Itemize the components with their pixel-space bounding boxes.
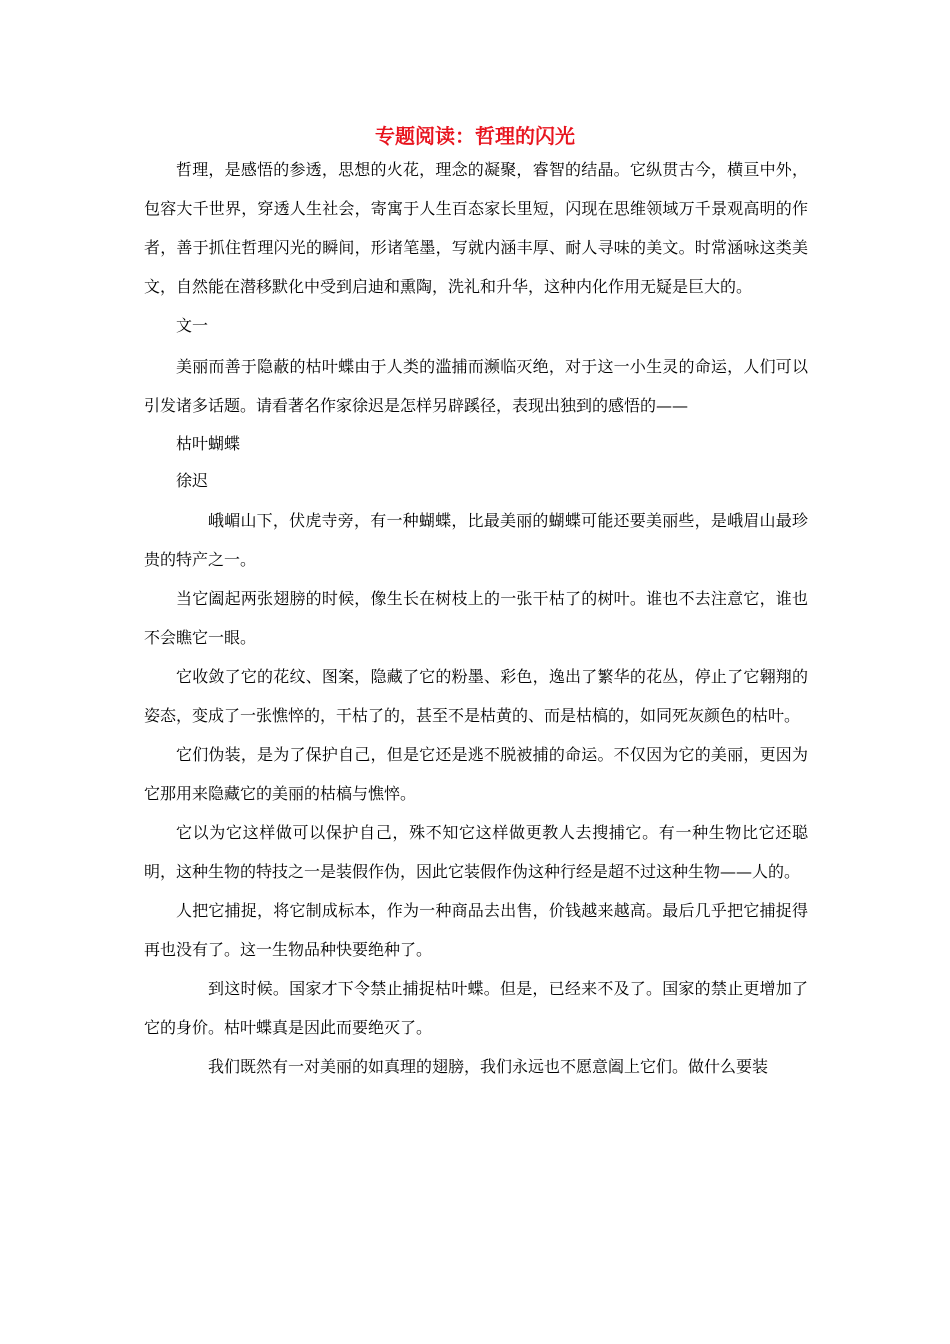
essay-paragraph: 人把它捕捉，将它制成标本，作为一种商品去出售，价钱越来越高。最后几乎把它捕捉得再也没有了。这一生物品种快要绝种了。 (144, 901, 808, 959)
essay-paragraph: 它们伪装，是为了保护自己，但是它还是逃不脱被捕的命运。不仅因为它的美丽，更因为它那用来隐藏它的美丽的枯槁与憔悴。 (144, 745, 808, 803)
essay-title: 枯叶蝴蝶 (176, 434, 241, 453)
essay-author: 徐迟 (176, 471, 209, 490)
essay-paragraph: 峨嵋山下，伏虎寺旁，有一种蝴蝶，比最美丽的蝴蝶可能还要美丽些，是峨眉山最珍贵的特产之一。 (144, 511, 808, 569)
essay-paragraph: 当它阖起两张翅膀的时候，像生长在树枝上的一张干枯了的树叶。谁也不去注意它，谁也不会瞧它一眼。 (144, 589, 808, 647)
lead-paragraph: 美丽而善于隐蔽的枯叶蝶由于人类的滥捕而濒临灭绝，对于这一小生灵的命运，人们可以引发诸多话题。请看著名作家徐迟是怎样另辟蹊径，表现出独到的感悟的—— (144, 357, 808, 415)
section-label: 文一 (176, 316, 209, 335)
essay-paragraph: 到这时候。国家才下令禁止捕捉枯叶蝶。但是，已经来不及了。国家的禁止更增加了它的身价。枯叶蝶真是因此而要绝灭了。 (144, 979, 808, 1037)
essay-paragraph: 我们既然有一对美丽的如真理的翅膀，我们永远也不愿意阖上它们。做什么要装 (208, 1057, 769, 1076)
document-body (144, 150, 808, 1086)
essay-paragraph: 它以为它这样做可以保护自己，殊不知它这样做更教人去搜捕它。有一种生物比它还聪明，这种生物的特技之一是装假作伪，因此它装假作伪这种行经是超不过这种生物——人的。 (144, 823, 808, 881)
essay-paragraph: 它收敛了它的花纹、图案，隐藏了它的粉墨、彩色，逸出了繁华的花丛，停止了它翱翔的姿态，变成了一张憔悴的，干枯了的，甚至不是枯黄的、而是枯槁的，如同死灰颜色的枯叶。 (144, 667, 808, 725)
intro-paragraph: 哲理，是感悟的参透，思想的火花，理念的凝聚，睿智的结晶。它纵贯古今，横亘中外，包容大千世界，穿透人生社会，寄寓于人生百态家长里短，闪现在思维领域万千景观高明的作者，善于抓住哲理闪光的瞬间，形诸笔墨，写就内涵丰厚、耐人寻味的美文。时常涵咏这类美文，自然能在潜移默化中受到启迪和熏陶，洗礼和升华，这种内化作用无疑是巨大的。 (144, 160, 808, 296)
document-title: 专题阅读：哲理的闪光 (375, 124, 575, 148)
